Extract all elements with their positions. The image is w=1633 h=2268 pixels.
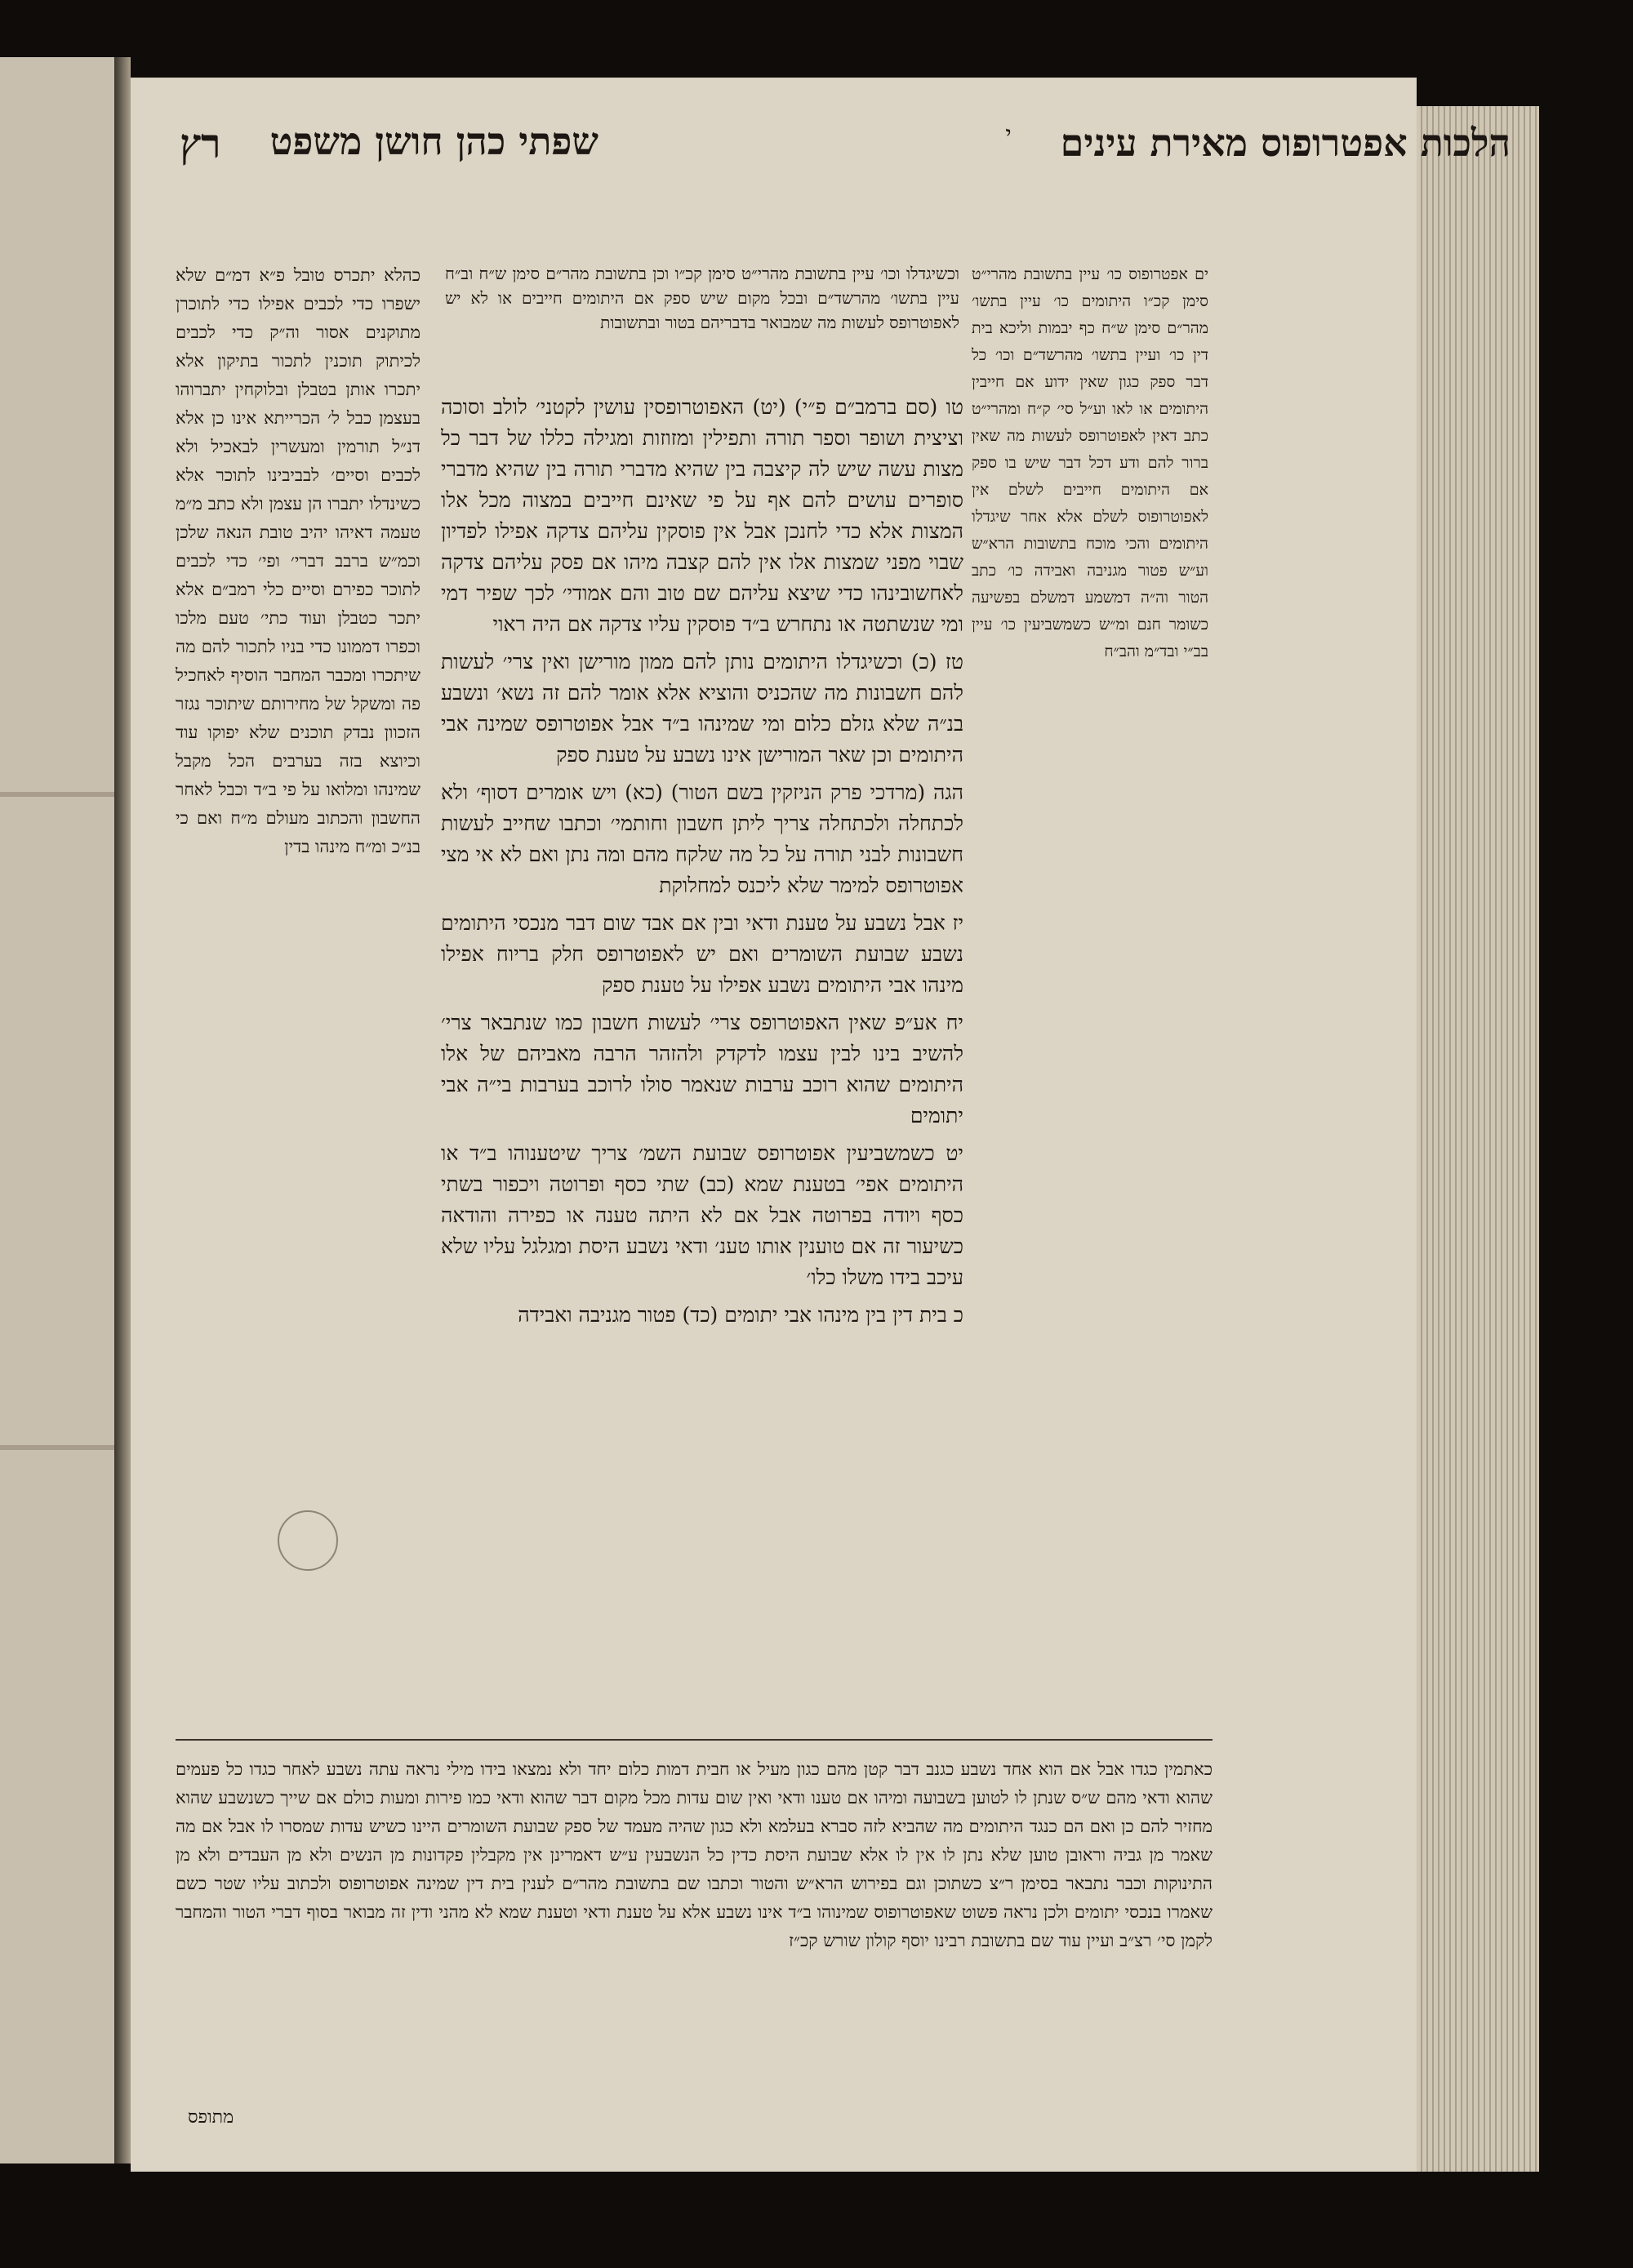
main-paragraph: יט כשמשביעין אפוטרופס שבועת השמ׳ צריך שיטענוהו ב״ד או היתומים אפי׳ בטענת שמא (כב) שתי כסף ופרוטה ויכפור בשתי כסף ויודה בפרוטה אבל אם לא היתה טענה או כפירה והודאה כשיעור זה אם טוענין אותו טענ׳ ודאי נשבע היסת ומגלגל עליו שלא עיכב בידו משלו כלו׳ <box>441 1141 963 1289</box>
folio-number: רץ <box>180 118 221 167</box>
section-divider <box>176 1739 1213 1741</box>
commentary-top-block <box>445 261 959 384</box>
main-paragraph: טו (סם ברמב״ם פ״י) (יט) האפוטרופסין עושין לקטני׳ לולב וסוכה וציצית ושופר וספר תורה ותפילין ומזוזות ומגילה כללו של דבר כל מצות עשה שיש לה קיצבה בין שהיא מדברי תורה בין שהיא מדברי סופרים עושים להם אף על פי שאינם חייבים במצוה מכל אלו המצות אלא כדי לחנכן אבל אין פוסקין עליהם צדקה אפילו לפדיון שבוי מפני שמצות אלו אין להם קצבה מיהו אם פסק עליהם צדקה לאחשובינהו כדי שיצא עליהם שם טוב והם אמודי׳ לכך שפיר דמי ומי שנשתטה או נתחרש ב״ד פוסקין עליו צדקה אם היה ראוי <box>441 395 963 636</box>
bottom-block-text: כאתמין כגדו אבל אם הוא אחד נשבע כגנב דבר קטן מהם כגון מעיל או חבית דמות כלום יחד ולא נמצאו בידו מילי נראה עתה נשבע לאחר כגדו כל פעמים שהוא ודאי מהם ש״ס שנתן לו לטוען בשבועה ומיהו אם טענו ודאי ואין שום עדות מכל מקום דבר שהוא ודאי כמו פירות ומעות כולם אם שייך כשנשבע שהוא מחזיר להם כן ואם הם כנגד היתומים מה שהביא לזה סברא בעלמא ולא כגון שהיה מעמד של ספק שבועת השומרים היינו כשיש עדות שמסרו לו אבל אם מה שאמר מן גביה וראובן טוען שלא נתן לו אין לו אלא שבועת היסת כדין כל הנשבעין ע״ש דאמרינן אין מקבלין פקדונות מן הנשים ולא מן העבדים ולא מן התינוקות וכבר נתבאר בסימן ר״צ כשתוכן וגם בפירוש הרא״ש והטור וכתבו שם בתשובת מהר״ם לענין בית דין שמינה אפוטרופוס ולכתוב עליו שטר כשם שאמרו בנכסי יתומים ולכן נראה פשוט שאפוטרופוס שמינוהו ב״ד אינו נשבע אלא על טענת ודאי וטענת שמא לא מהני ודין זה מבואר בסוף דברי הטור והמחבר לקמן סי׳ רצ״ב ועיין עוד שם בתשובת רבינו יוסף קולון שורש קכ״ז <box>176 1759 1213 1950</box>
right-column-text: ים אפטרופוס כו׳ עיין בתשובת מהרי״ט סימן קכ״ו היתומים כו׳ עיין בתשו׳ מהר״ם סימן ש״ח כף יבמות וליכא בית דין כו׳ ועיין בתשו׳ מהרשד״ם וכו׳ כל דבר ספק כגון שאין ידוע אם חייבין היתומים או לאו וע״ל סי׳ ק״ח ומהרי״ט כתב דאין לאפוטרופס לעשות מה שאין ברור להם ודע דכל דבר שיש בו ספק אם היתומים חייבים לשלם אין לאפוטרופוס לשלם אלא אחר שיגדלו היתומים והכי מוכח בתשובות הרא״ש וע״ש פטור מגניבה ואבידה כו׳ כתב הטור וה״ה דמשמע דמשלם בפשיעה כשומר חנם ומ״ש כשמשביעין כו׳ עיין בב״י ובד״מ והב״ח <box>972 265 1208 660</box>
stray-thread-mark <box>278 1510 338 1571</box>
header-left-title: הלכות אפטרופוס מאירת עינים <box>1060 121 1511 165</box>
shach-commentary-column <box>972 261 1208 1682</box>
page-edge-line <box>0 1445 114 1450</box>
main-paragraph: כ בית דין בין מינהו אבי יתומים (כד) פטור מגניבה ואבידה <box>518 1303 963 1327</box>
main-paragraph: הגה (מרדכי פרק הניזקין בשם הטור) (כא) ויש אומרים דסוף׳ ולא לכתחלה ולכתחלה צריך ליתן חשבון וחותמי׳ וכתבו שחייב לעשות חשבונות לבני תורה על כל מה שלקח מהם ומה נתן ואם לא אי מצי אפוטרופס למימר שלא ליכנס למחלוקת <box>441 780 963 897</box>
main-paragraph: יז אבל נשבע על טענת ודאי ובין אם אבד שום דבר מנכסי היתומים נשבע שבועת השומרים ואם יש לאפוטרופס חלק בריוח אפילו מינהו אבי היתומים נשבע אפילו על טענת ספק <box>441 911 963 997</box>
meirat-einayim-column <box>176 261 420 1706</box>
running-header <box>180 114 1511 171</box>
header-right-group <box>180 119 598 167</box>
facing-left-page <box>0 57 116 2163</box>
left-column-text: כהלא יתכרס טובל פ״א דמ״ם שלא ישפרו כדי לכבים אפילו כדי לתוכרן מתוקנים אסור וה״ק כדי לכבים לכיתוק תוכנין לתכור בתיקון אלא יתכרו אותן בטבלן ובלוקחין יתברוהו בעצמן כבל ל׳ הכרייתא אינו כן אלא דנ״ל תורמין ומעשרין לבאכיל ולא לכבים וסיים׳ לבביבינו לתוכר אלא כשינדלו יתברו הן עצמן ולא כתב מ״מ טעמה דאיהו יהיב טובת הנאה שלכן וכמ״ש ברבב דברי׳ ופי׳ כדי לכבים לתוכר כפירם וסיים כלי רמב״ם אלא יתכר כטבלן ועוד כתי׳ טעם מלכו וכפרו דממונו כדי בניו לתכור להם מה שיתכרו ומכבר המחבר הוסיף לאחכיל פה ומשקל של מחירותם שיתוכר נגזר הזכוון נבדק תוכנים שלא יפוקו עוד וכיוצא בזה בערבים הכל מקבל שמינהו ומלואו על פי ב״ד וכבל לאחר החשבון והכתוב מעולם מ״ח ואם כי בנ״כ ומ״ח מינהו בדין <box>176 265 420 856</box>
book-gutter <box>114 57 131 2163</box>
commentary-bottom-block <box>176 1755 1213 2049</box>
commentary-top-text: וכשיגדלו וכו׳ עיין בתשובת מהרי״ט סימן קכ״ו וכן בתשובת מהר״ם סימן ש״ח וב״ח עיין בתשו׳ מהרשד״ם ובכל מקום שיש ספק אם היתומים חייבים או לא יש לאפוטרופס לעשות מה שמבואר בדבריהם בטור ובתשובות <box>445 264 959 332</box>
header-mark: י <box>1005 121 1012 148</box>
main-text-column <box>441 392 963 1714</box>
header-right-title: שפתי כהן חושן משפט <box>269 118 598 163</box>
catchword: מתופס <box>188 2107 234 2128</box>
page-edge-line <box>0 792 114 797</box>
main-paragraph: יח אע״פ שאין האפוטרופס צרי׳ לעשות חשבון כמו שנתבאר צרי׳ להשיב בינו לבין עצמו לדקדק ולהזהר הרבה מאביהם של אלו היתומים שהוא רוכב ערבות שנאמר סולו לרוכב בערבות בי״ה אבי יתומים <box>441 1011 963 1127</box>
header-left-group <box>1005 121 1511 165</box>
page-edges <box>1417 106 1539 2172</box>
main-paragraph: טז (כ) וכשיגדלו היתומים נותן להם ממון מורישן ואין צרי׳ לעשות להם חשבונות מה שהכניס והוציא אלא אומר להם זה נשא׳ ונשבע בנ״ה שלא גזלם כלום ומי שמינהו ב״ד אבל אפוטרופס שמינה אבי היתומים וכן שאר המורישן אינו נשבע על טענת ספק <box>441 650 963 767</box>
